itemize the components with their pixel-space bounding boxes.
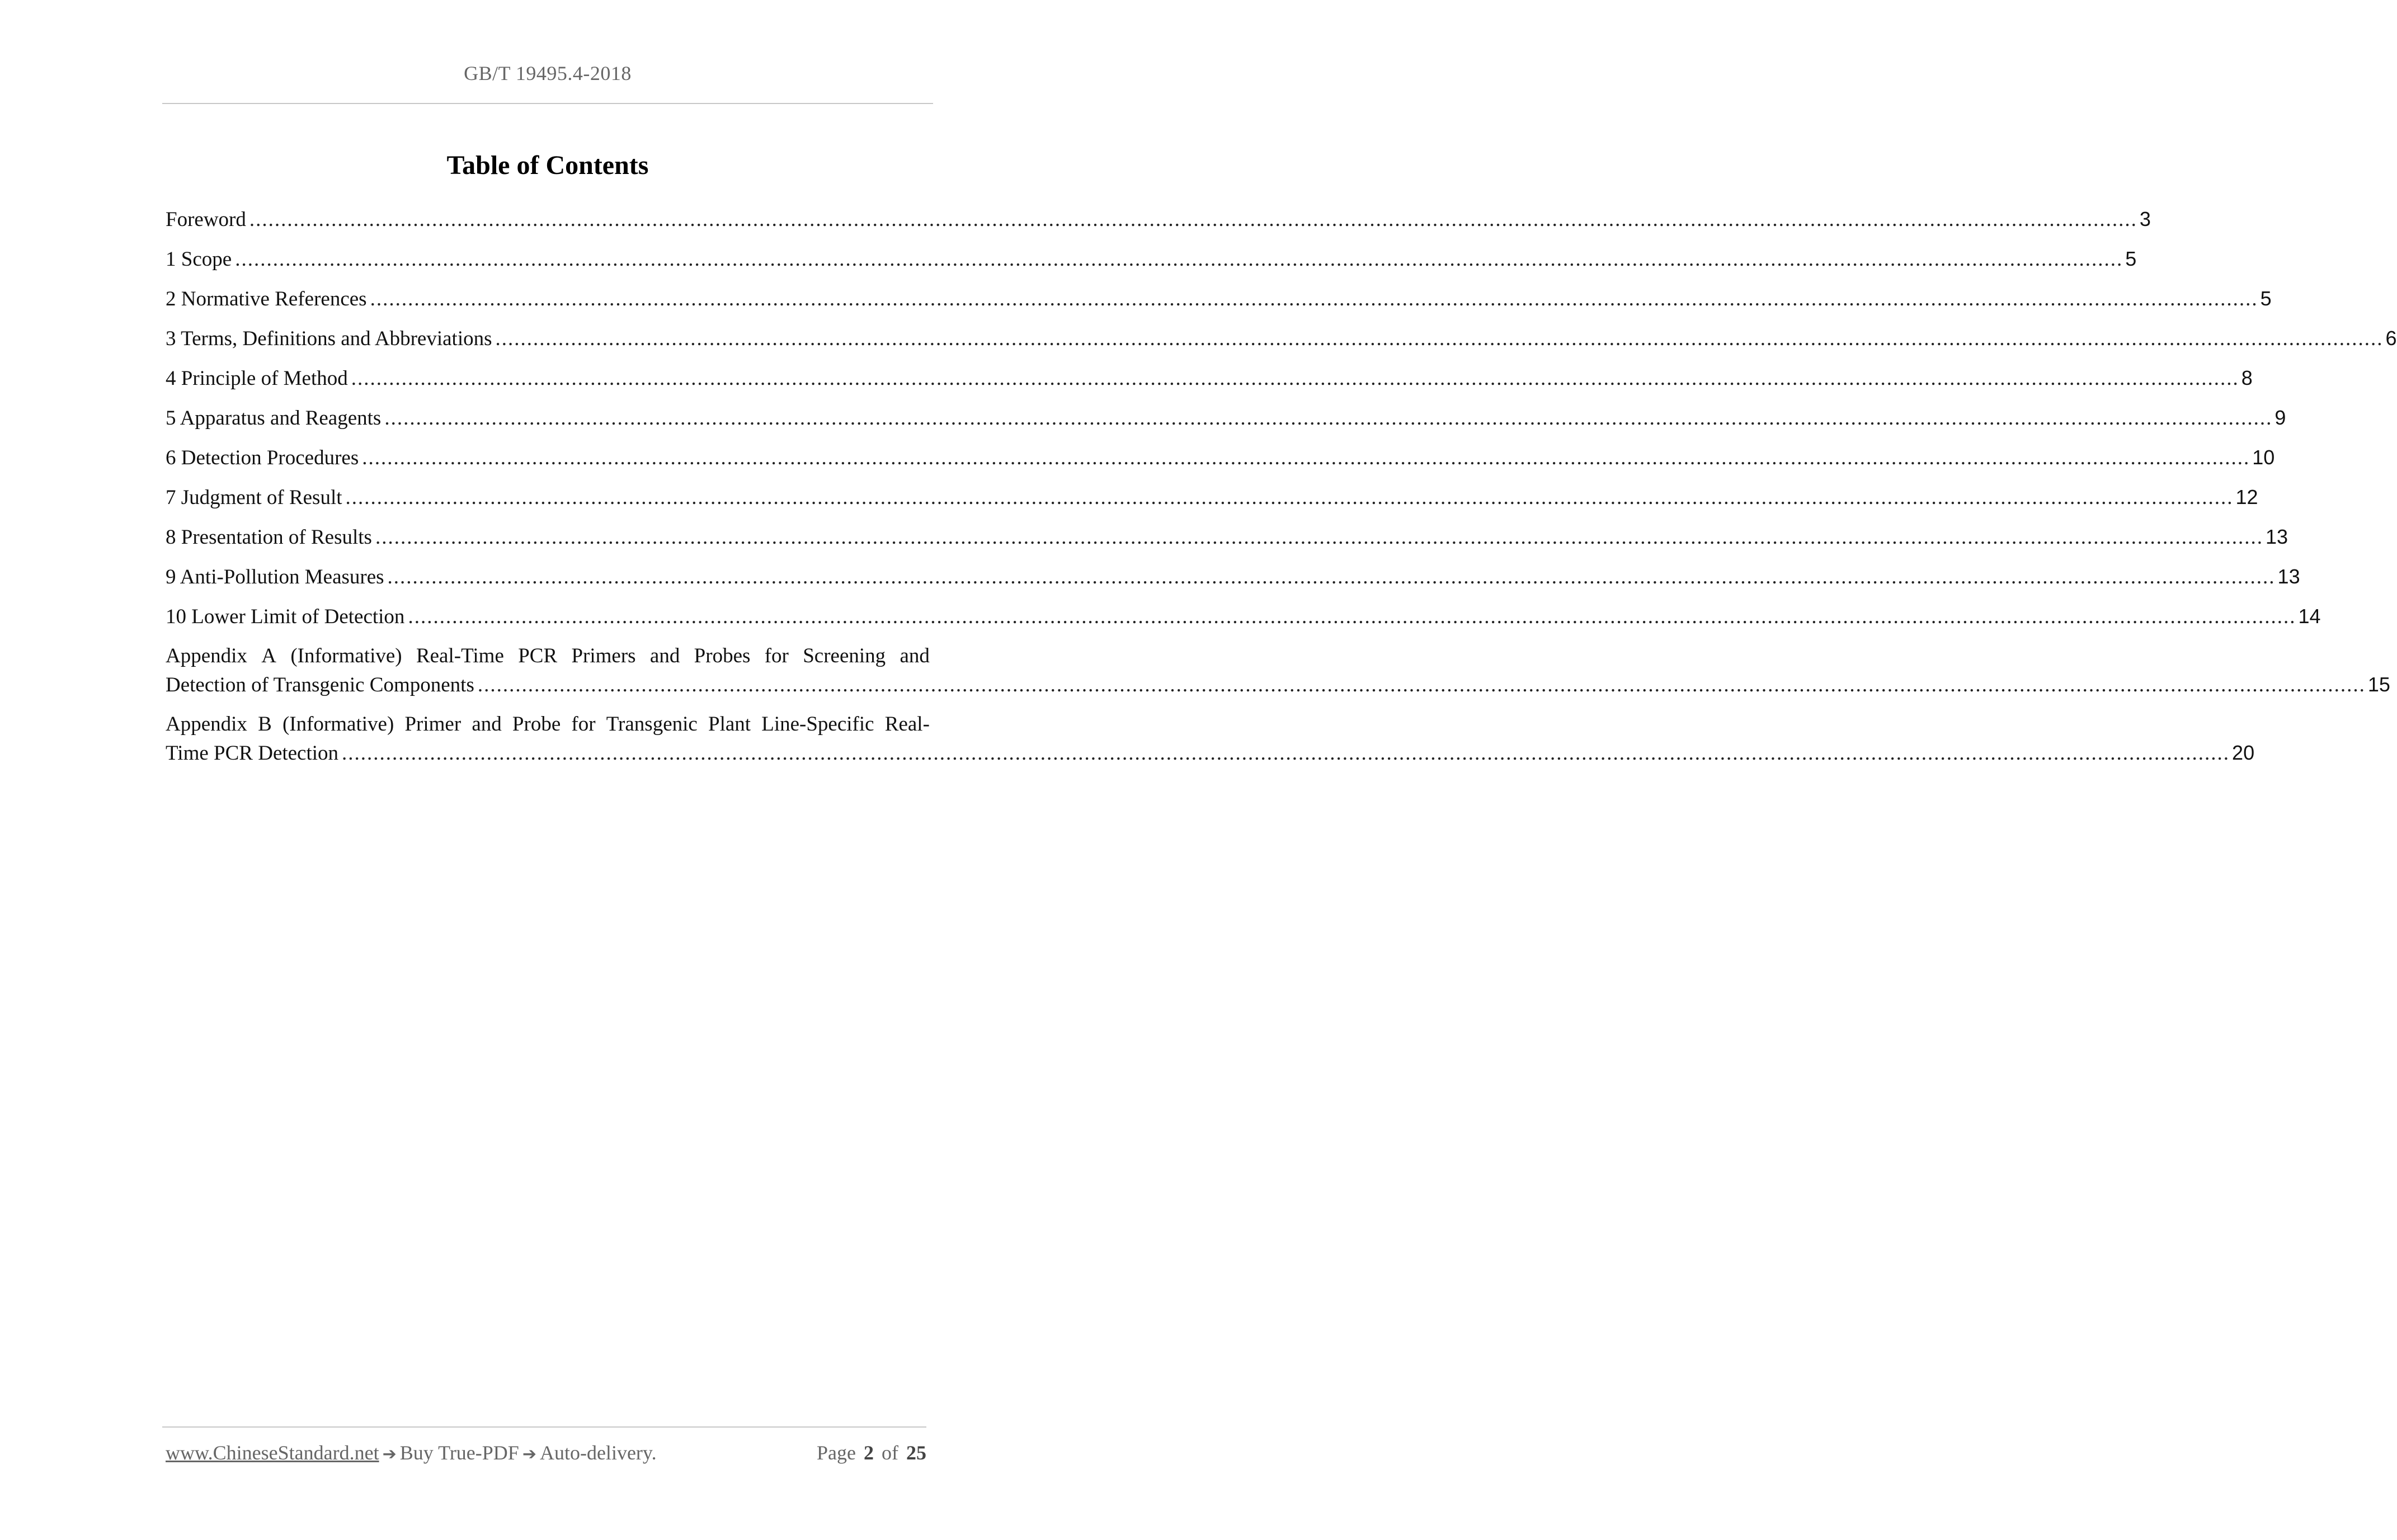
toc-entry-label-line1 bbox=[166, 710, 930, 738]
toc-entry-label: Time PCR Detection bbox=[166, 742, 339, 765]
dot-leader: ............................................................................................................................................................................................................................................................................................................ bbox=[384, 407, 2273, 430]
toc-entry-page: 6 bbox=[2384, 324, 2397, 352]
dot-leader: ............................................................................................................................................................................................................................................................................................................ bbox=[375, 526, 2263, 549]
toc-entry-label: Detection of Transgenic Components bbox=[166, 674, 474, 696]
toc-entry-page: 20 bbox=[2230, 738, 2254, 767]
word: A bbox=[261, 644, 276, 667]
word: Primer bbox=[404, 713, 461, 736]
toc-entry-label: 5 Apparatus and Reagents bbox=[166, 404, 384, 432]
toc-entry-page: 15 bbox=[2366, 670, 2390, 699]
footer-step-buy: Buy True-PDF bbox=[399, 1442, 519, 1464]
toc-entry-terms[interactable] bbox=[166, 324, 2397, 352]
word: B bbox=[258, 713, 272, 736]
total-pages: 25 bbox=[906, 1442, 926, 1464]
toc-entry-label: 6 Detection Procedures bbox=[166, 444, 362, 472]
toc-entry-page: 10 bbox=[2250, 443, 2274, 472]
dot-leader: ............................................................................................................................................................................................................................................................................................................ bbox=[408, 605, 2296, 628]
toc-entry-page: 13 bbox=[2263, 522, 2288, 551]
toc-title: Table of Contents bbox=[446, 150, 649, 180]
toc-entry-judgment[interactable] bbox=[166, 483, 2258, 511]
header-divider bbox=[162, 103, 933, 104]
toc-entry-label: 1 Scope bbox=[166, 245, 235, 274]
toc-entry-label-line2 bbox=[166, 738, 2255, 767]
dot-leader: ............................................................................................................................................................................................................................................................................................................ bbox=[495, 327, 2384, 350]
dot-leader: ............................................................................................................................................................................................................................................................................................................ bbox=[345, 486, 2234, 509]
word: for bbox=[571, 713, 596, 736]
word: Plant bbox=[708, 713, 751, 736]
current-page: 2 bbox=[864, 1442, 874, 1464]
word: Screening bbox=[803, 644, 886, 667]
word: (Informative) bbox=[290, 644, 402, 667]
dot-leader: ............................................................................................................................................................................................................................................................................................................ bbox=[235, 248, 2123, 271]
toc-entry-page: 8 bbox=[2239, 364, 2253, 392]
word: Probes bbox=[694, 644, 751, 667]
footer-step-delivery: Auto-delivery. bbox=[539, 1442, 657, 1464]
toc-entry-presentation[interactable] bbox=[166, 522, 2288, 551]
arrow-right-icon: ➔ bbox=[522, 1444, 536, 1464]
toc-entry-page: 3 bbox=[2137, 205, 2151, 233]
toc-entry-label: 10 Lower Limit of Detection bbox=[166, 602, 408, 631]
word: and bbox=[472, 713, 502, 736]
dot-leader: ............................................................................................................................................................................................................................................................................................................ bbox=[351, 367, 2239, 390]
word: Appendix bbox=[166, 644, 247, 667]
dot-leader: ............................................................................................................................................................................................................................................................................................................ bbox=[477, 674, 2366, 696]
toc-entry-lower-limit[interactable] bbox=[166, 602, 2321, 630]
toc-entry-detection-procedures[interactable] bbox=[166, 443, 2275, 472]
dot-leader: ............................................................................................................................................................................................................................................................................................................ bbox=[387, 566, 2276, 588]
word: (Informative) bbox=[282, 713, 394, 736]
word: Real-Time bbox=[416, 644, 504, 667]
toc-entry-label: 4 Principle of Method bbox=[166, 364, 351, 393]
footer-promo bbox=[166, 1441, 657, 1464]
toc-entry-page: 9 bbox=[2272, 403, 2286, 432]
word: Transgenic bbox=[606, 713, 698, 736]
toc-entry-apparatus[interactable] bbox=[166, 403, 2286, 432]
site-link[interactable]: www.ChineseStandard.net bbox=[166, 1442, 379, 1464]
toc-entry-appendix-a[interactable] bbox=[166, 642, 2390, 699]
toc-entry-page: 5 bbox=[2258, 284, 2272, 313]
word: Primers bbox=[571, 644, 636, 667]
word: and bbox=[649, 644, 680, 667]
dot-leader: ............................................................................................................................................................................................................................................................................................................ bbox=[362, 446, 2250, 469]
justified-line bbox=[166, 642, 930, 670]
toc-entry-page: 12 bbox=[2234, 483, 2258, 511]
toc-entry-appendix-b[interactable] bbox=[166, 710, 2255, 767]
justified-line bbox=[166, 710, 930, 738]
page-word: Page bbox=[817, 1442, 856, 1464]
toc-entry-foreword[interactable] bbox=[166, 205, 2151, 233]
word: Line-Specific bbox=[761, 713, 874, 736]
toc-entry-page: 14 bbox=[2296, 602, 2320, 630]
footer-divider bbox=[162, 1426, 926, 1428]
toc-entry-label: 3 Terms, Definitions and Abbreviations bbox=[166, 324, 496, 353]
toc-entry-page: 5 bbox=[2123, 244, 2136, 273]
word: for bbox=[764, 644, 789, 667]
of-word: of bbox=[882, 1442, 898, 1464]
toc-entry-principle[interactable] bbox=[166, 364, 2253, 392]
word: Probe bbox=[512, 713, 561, 736]
toc-entry-label: 2 Normative References bbox=[166, 285, 370, 313]
page-number bbox=[817, 1441, 926, 1464]
word: PCR bbox=[518, 644, 558, 667]
word: and bbox=[900, 644, 930, 667]
toc-entry-label: 8 Presentation of Results bbox=[166, 523, 375, 552]
page-footer bbox=[166, 1441, 926, 1464]
word: Real- bbox=[884, 713, 930, 736]
toc-entry-normative-references[interactable] bbox=[166, 284, 2272, 313]
toc-entry-anti-pollution[interactable] bbox=[166, 562, 2300, 591]
toc-entry-label-line2 bbox=[166, 670, 2390, 699]
toc-entry-label: 7 Judgment of Result bbox=[166, 483, 346, 512]
dot-leader: ............................................................................................................................................................................................................................................................................................................ bbox=[370, 288, 2258, 310]
toc-entry-label: Foreword bbox=[166, 205, 249, 234]
toc-entry-label-line1 bbox=[166, 642, 930, 670]
dot-leader: ............................................................................................................................................................................................................................................................................................................ bbox=[342, 742, 2230, 765]
table-of-contents bbox=[166, 205, 2397, 778]
word: Appendix bbox=[166, 713, 247, 736]
running-header: GB/T 19495.4-2018 bbox=[464, 62, 632, 84]
toc-entry-scope[interactable] bbox=[166, 244, 2137, 273]
dot-leader: ............................................................................................................................................................................................................................................................................................................ bbox=[249, 208, 2137, 231]
toc-entry-label: 9 Anti-Pollution Measures bbox=[166, 563, 388, 591]
arrow-right-icon: ➔ bbox=[382, 1444, 397, 1464]
toc-entry-page: 13 bbox=[2276, 562, 2300, 591]
